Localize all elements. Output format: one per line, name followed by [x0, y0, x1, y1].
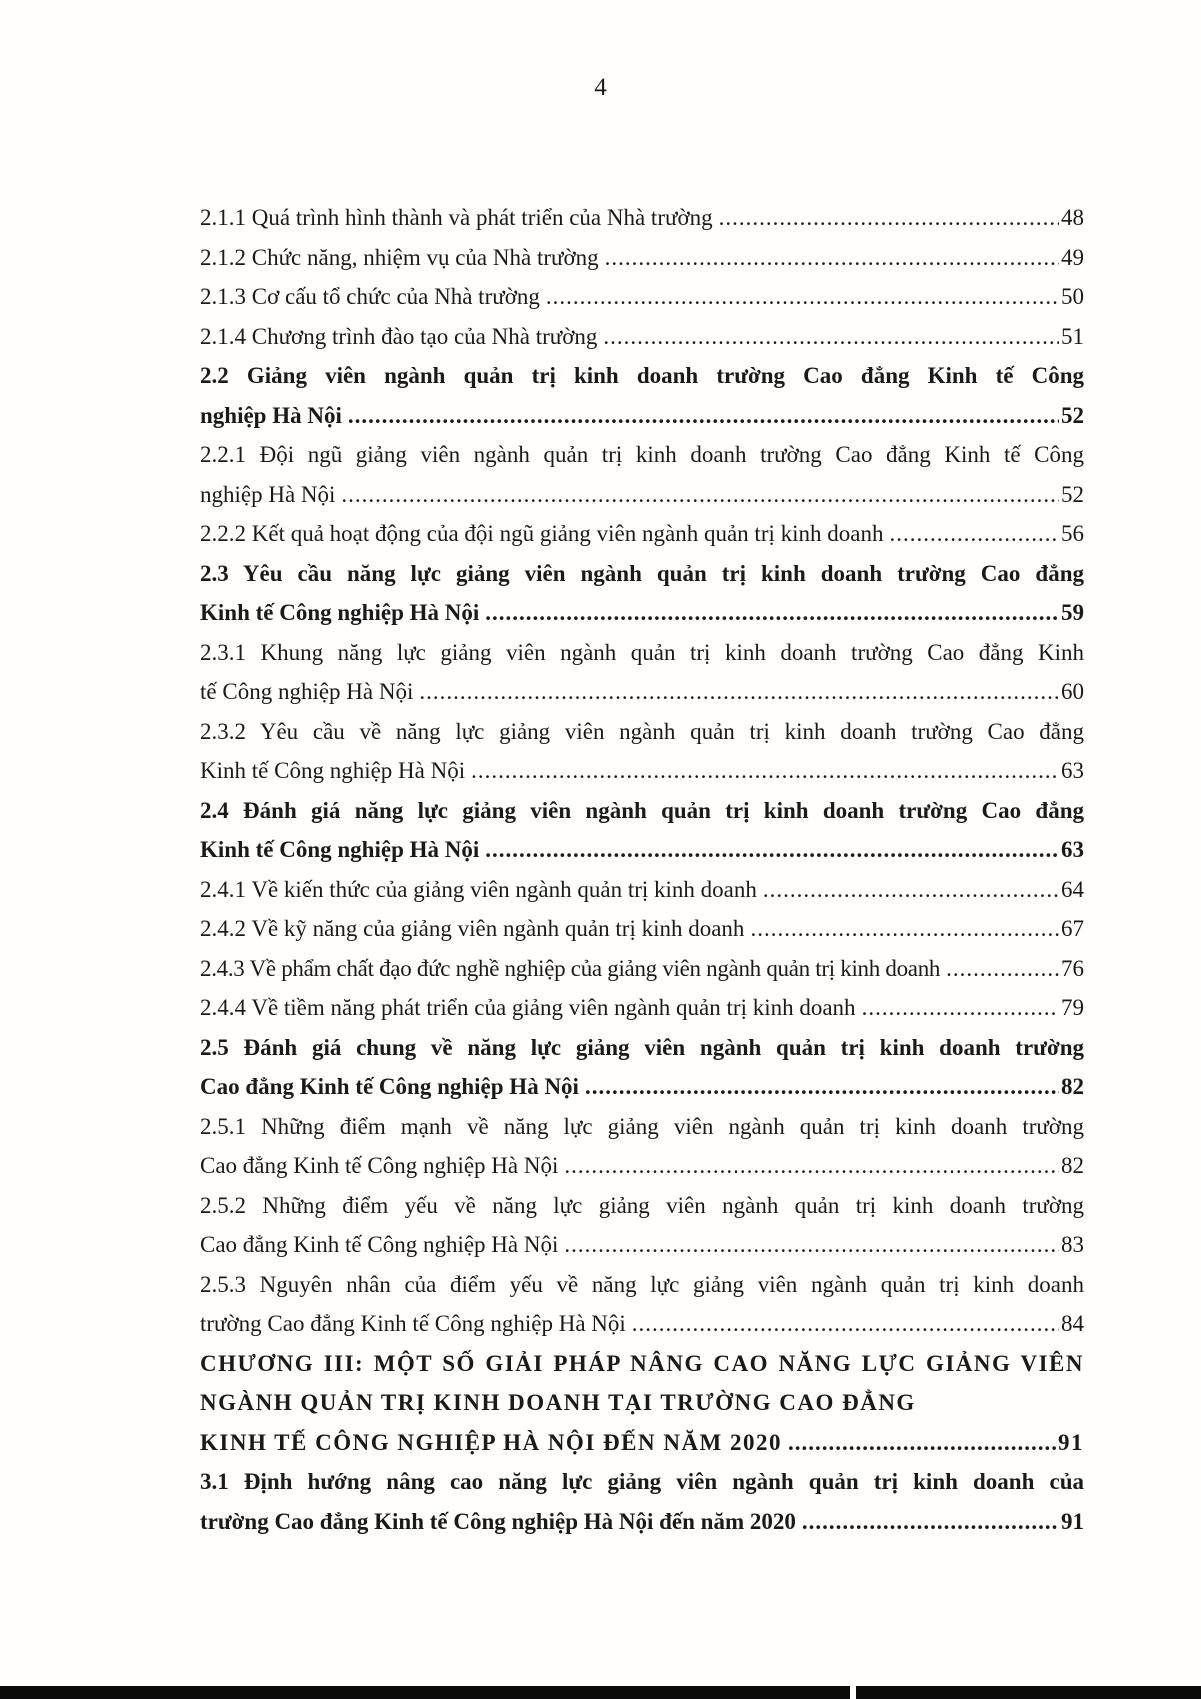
- toc-section-entry[interactable]: [200, 791, 1084, 870]
- dot-leader: [750, 909, 1059, 949]
- toc-section-entry[interactable]: [200, 356, 1084, 435]
- toc-section-entry[interactable]: [200, 554, 1084, 633]
- toc-entry-title-line: 2.2.1 Đội ngũ giảng viên ngành quản trị kinh doanh trường Cao đẳng Kinh tế Công: [200, 442, 1084, 467]
- toc-entry-title: 2.1.3 Cơ cấu tổ chức của Nhà trường: [200, 284, 540, 309]
- dot-leader: [862, 988, 1059, 1028]
- toc-entry-page: 50: [1061, 284, 1084, 309]
- toc-entry-title-end: KINH TẾ CÔNG NGHIỆP HÀ NỘI ĐẾN NĂM 2020: [200, 1429, 783, 1455]
- toc-entry[interactable]: [200, 988, 1084, 1028]
- toc-entry-title-end: Kinh tế Công nghiệp Hà Nội: [200, 837, 480, 862]
- toc-entry-page: 84: [1061, 1311, 1084, 1336]
- toc-entry[interactable]: [200, 277, 1084, 317]
- toc-entry-page: 48: [1061, 205, 1084, 230]
- toc-entry-title-end: Cao đẳng Kinh tế Công nghiệp Hà Nội: [200, 1232, 559, 1257]
- toc-section-entry[interactable]: [200, 1462, 1084, 1541]
- toc-entry[interactable]: [200, 870, 1084, 910]
- table-of-contents: [200, 198, 1084, 1541]
- toc-entry-page: 79: [1061, 995, 1084, 1020]
- scan-border-bottom: [0, 1686, 1201, 1699]
- toc-entry-page: 63: [1061, 837, 1084, 862]
- toc-entry-title-line: CHƯƠNG III: MỘT SỐ GIẢI PHÁP NÂNG CAO NĂNG LỰC GIẢNG VIÊN NGÀNH QUẢN TRỊ KINH DOANH TẠI TRƯỜNG CAO ĐẲNG: [200, 1350, 1084, 1415]
- toc-chapter-entry[interactable]: [200, 1344, 1084, 1463]
- toc-entry-page: 59: [1061, 600, 1084, 625]
- toc-section-entry[interactable]: [200, 1028, 1084, 1107]
- dot-leader: [485, 593, 1059, 633]
- toc-entry-title-line: 3.1 Định hướng nâng cao năng lực giảng viên ngành quản trị kinh doanh của: [200, 1469, 1084, 1494]
- toc-entry-title: 2.4.1 Về kiến thức của giảng viên ngành quản trị kinh doanh: [200, 876, 757, 902]
- dot-leader: [546, 277, 1059, 317]
- toc-entry[interactable]: [200, 1107, 1084, 1186]
- toc-entry-page: 64: [1061, 876, 1084, 902]
- toc-entry-page: 51: [1061, 323, 1084, 349]
- dot-leader: [341, 475, 1059, 515]
- toc-entry-page: 67: [1061, 916, 1084, 941]
- dot-leader: [788, 1423, 1056, 1463]
- toc-entry-title-line: 2.3.2 Yêu cầu về năng lực giảng viên ngành quản trị kinh doanh trường Cao đẳng: [200, 718, 1084, 744]
- toc-entry-title-end: Kinh tế Công nghiệp Hà Nội: [200, 600, 480, 625]
- dot-leader: [603, 317, 1059, 357]
- dot-leader: [632, 1304, 1059, 1344]
- toc-entry-page: 76: [1061, 955, 1084, 981]
- page-number: 4: [594, 74, 607, 101]
- toc-entry[interactable]: [200, 909, 1084, 949]
- toc-entry[interactable]: [200, 1186, 1084, 1265]
- toc-entry-page: 82: [1061, 1074, 1084, 1099]
- dot-leader: [348, 396, 1059, 436]
- toc-entry-page: 52: [1061, 481, 1084, 507]
- toc-entry-title-end: trường Cao đẳng Kinh tế Công nghiệp Hà Nội: [200, 1311, 626, 1336]
- toc-entry-title-end: Cao đẳng Kinh tế Công nghiệp Hà Nội: [200, 1153, 559, 1178]
- toc-entry[interactable]: [200, 712, 1084, 791]
- dot-leader: [564, 1146, 1059, 1186]
- dot-leader: [946, 949, 1059, 989]
- toc-entry-page: 60: [1061, 679, 1084, 704]
- dot-leader: [419, 672, 1059, 712]
- toc-entry[interactable]: [200, 514, 1084, 554]
- toc-entry-title-end: nghiệp Hà Nội: [200, 481, 336, 507]
- toc-entry-title: 2.2.2 Kết quả hoạt động của đội ngũ giảng viên ngành quản trị kinh doanh: [200, 521, 884, 546]
- dot-leader: [802, 1502, 1059, 1542]
- toc-entry-title-end: Kinh tế Công nghiệp Hà Nội: [200, 758, 466, 783]
- toc-entry-title: 2.4.4 Về tiềm năng phát triển của giảng viên ngành quản trị kinh doanh: [200, 995, 856, 1020]
- toc-entry-title-line: 2.5 Đánh giá chung về năng lực giảng viên ngành quản trị kinh doanh trường: [200, 1034, 1084, 1060]
- toc-entry-page: 91: [1061, 1508, 1084, 1534]
- toc-entry-title-end: Cao đẳng Kinh tế Công nghiệp Hà Nội: [200, 1074, 579, 1099]
- dot-leader: [564, 1225, 1059, 1265]
- dot-leader: [471, 751, 1059, 791]
- toc-entry-title: 2.4.2 Về kỹ năng của giảng viên ngành quản trị kinh doanh: [200, 916, 745, 941]
- toc-entry-page: 63: [1061, 758, 1084, 783]
- scan-border-gap: [850, 1686, 856, 1699]
- toc-entry-title-line: 2.5.3 Nguyên nhân của điểm yếu về năng lực giảng viên ngành quản trị kinh doanh: [200, 1271, 1084, 1297]
- dot-leader: [485, 830, 1059, 870]
- toc-entry-title-end: nghiệp Hà Nội: [200, 402, 342, 428]
- toc-entry-page: 91: [1058, 1429, 1084, 1455]
- toc-entry-page: 52: [1061, 402, 1084, 428]
- toc-entry-title-line: 2.5.2 Những điểm yếu về năng lực giảng viên ngành quản trị kinh doanh trường: [200, 1192, 1084, 1218]
- toc-entry[interactable]: [200, 435, 1084, 514]
- toc-entry-title-line: 2.5.1 Những điểm mạnh về năng lực giảng viên ngành quản trị kinh doanh trường: [200, 1113, 1084, 1139]
- toc-entry-title-end: trường Cao đẳng Kinh tế Công nghiệp Hà Nội đến năm 2020: [200, 1508, 796, 1534]
- toc-entry-page: 49: [1061, 244, 1084, 270]
- toc-entry-page: 82: [1061, 1153, 1084, 1178]
- toc-entry-title: 2.1.2 Chức năng, nhiệm vụ của Nhà trường: [200, 244, 599, 270]
- dot-leader: [605, 238, 1059, 278]
- dot-leader: [889, 514, 1059, 554]
- toc-entry-title-line: 2.3 Yêu cầu năng lực giảng viên ngành quản trị kinh doanh trường Cao đẳng: [200, 560, 1084, 586]
- toc-entry-title-end: tế Công nghiệp Hà Nội: [200, 679, 414, 704]
- dot-leader: [719, 198, 1059, 238]
- toc-entry-title-line: 2.3.1 Khung năng lực giảng viên ngành quản trị kinh doanh trường Cao đẳng Kinh: [200, 639, 1084, 665]
- toc-entry-title: 2.4.3 Về phẩm chất đạo đức nghề nghiệp của giảng viên ngành quản trị kinh doanh: [200, 955, 941, 981]
- toc-entry[interactable]: [200, 949, 1084, 989]
- toc-entry[interactable]: [200, 1265, 1084, 1344]
- toc-entry-title: 2.1.1 Quá trình hình thành và phát triển của Nhà trường: [200, 205, 713, 230]
- toc-entry[interactable]: [200, 198, 1084, 238]
- toc-entry-title-line: 2.4 Đánh giá năng lực giảng viên ngành quản trị kinh doanh trường Cao đẳng: [200, 797, 1084, 823]
- toc-entry[interactable]: [200, 633, 1084, 712]
- toc-entry-page: 56: [1061, 521, 1084, 546]
- dot-leader: [763, 870, 1059, 910]
- toc-entry-title: 2.1.4 Chương trình đào tạo của Nhà trường: [200, 323, 598, 349]
- toc-entry-page: 83: [1061, 1232, 1084, 1257]
- toc-entry[interactable]: [200, 238, 1084, 278]
- toc-entry-title-line: 2.2 Giảng viên ngành quản trị kinh doanh trường Cao đẳng Kinh tế Công: [200, 363, 1084, 388]
- dot-leader: [585, 1067, 1059, 1107]
- toc-entry[interactable]: [200, 317, 1084, 357]
